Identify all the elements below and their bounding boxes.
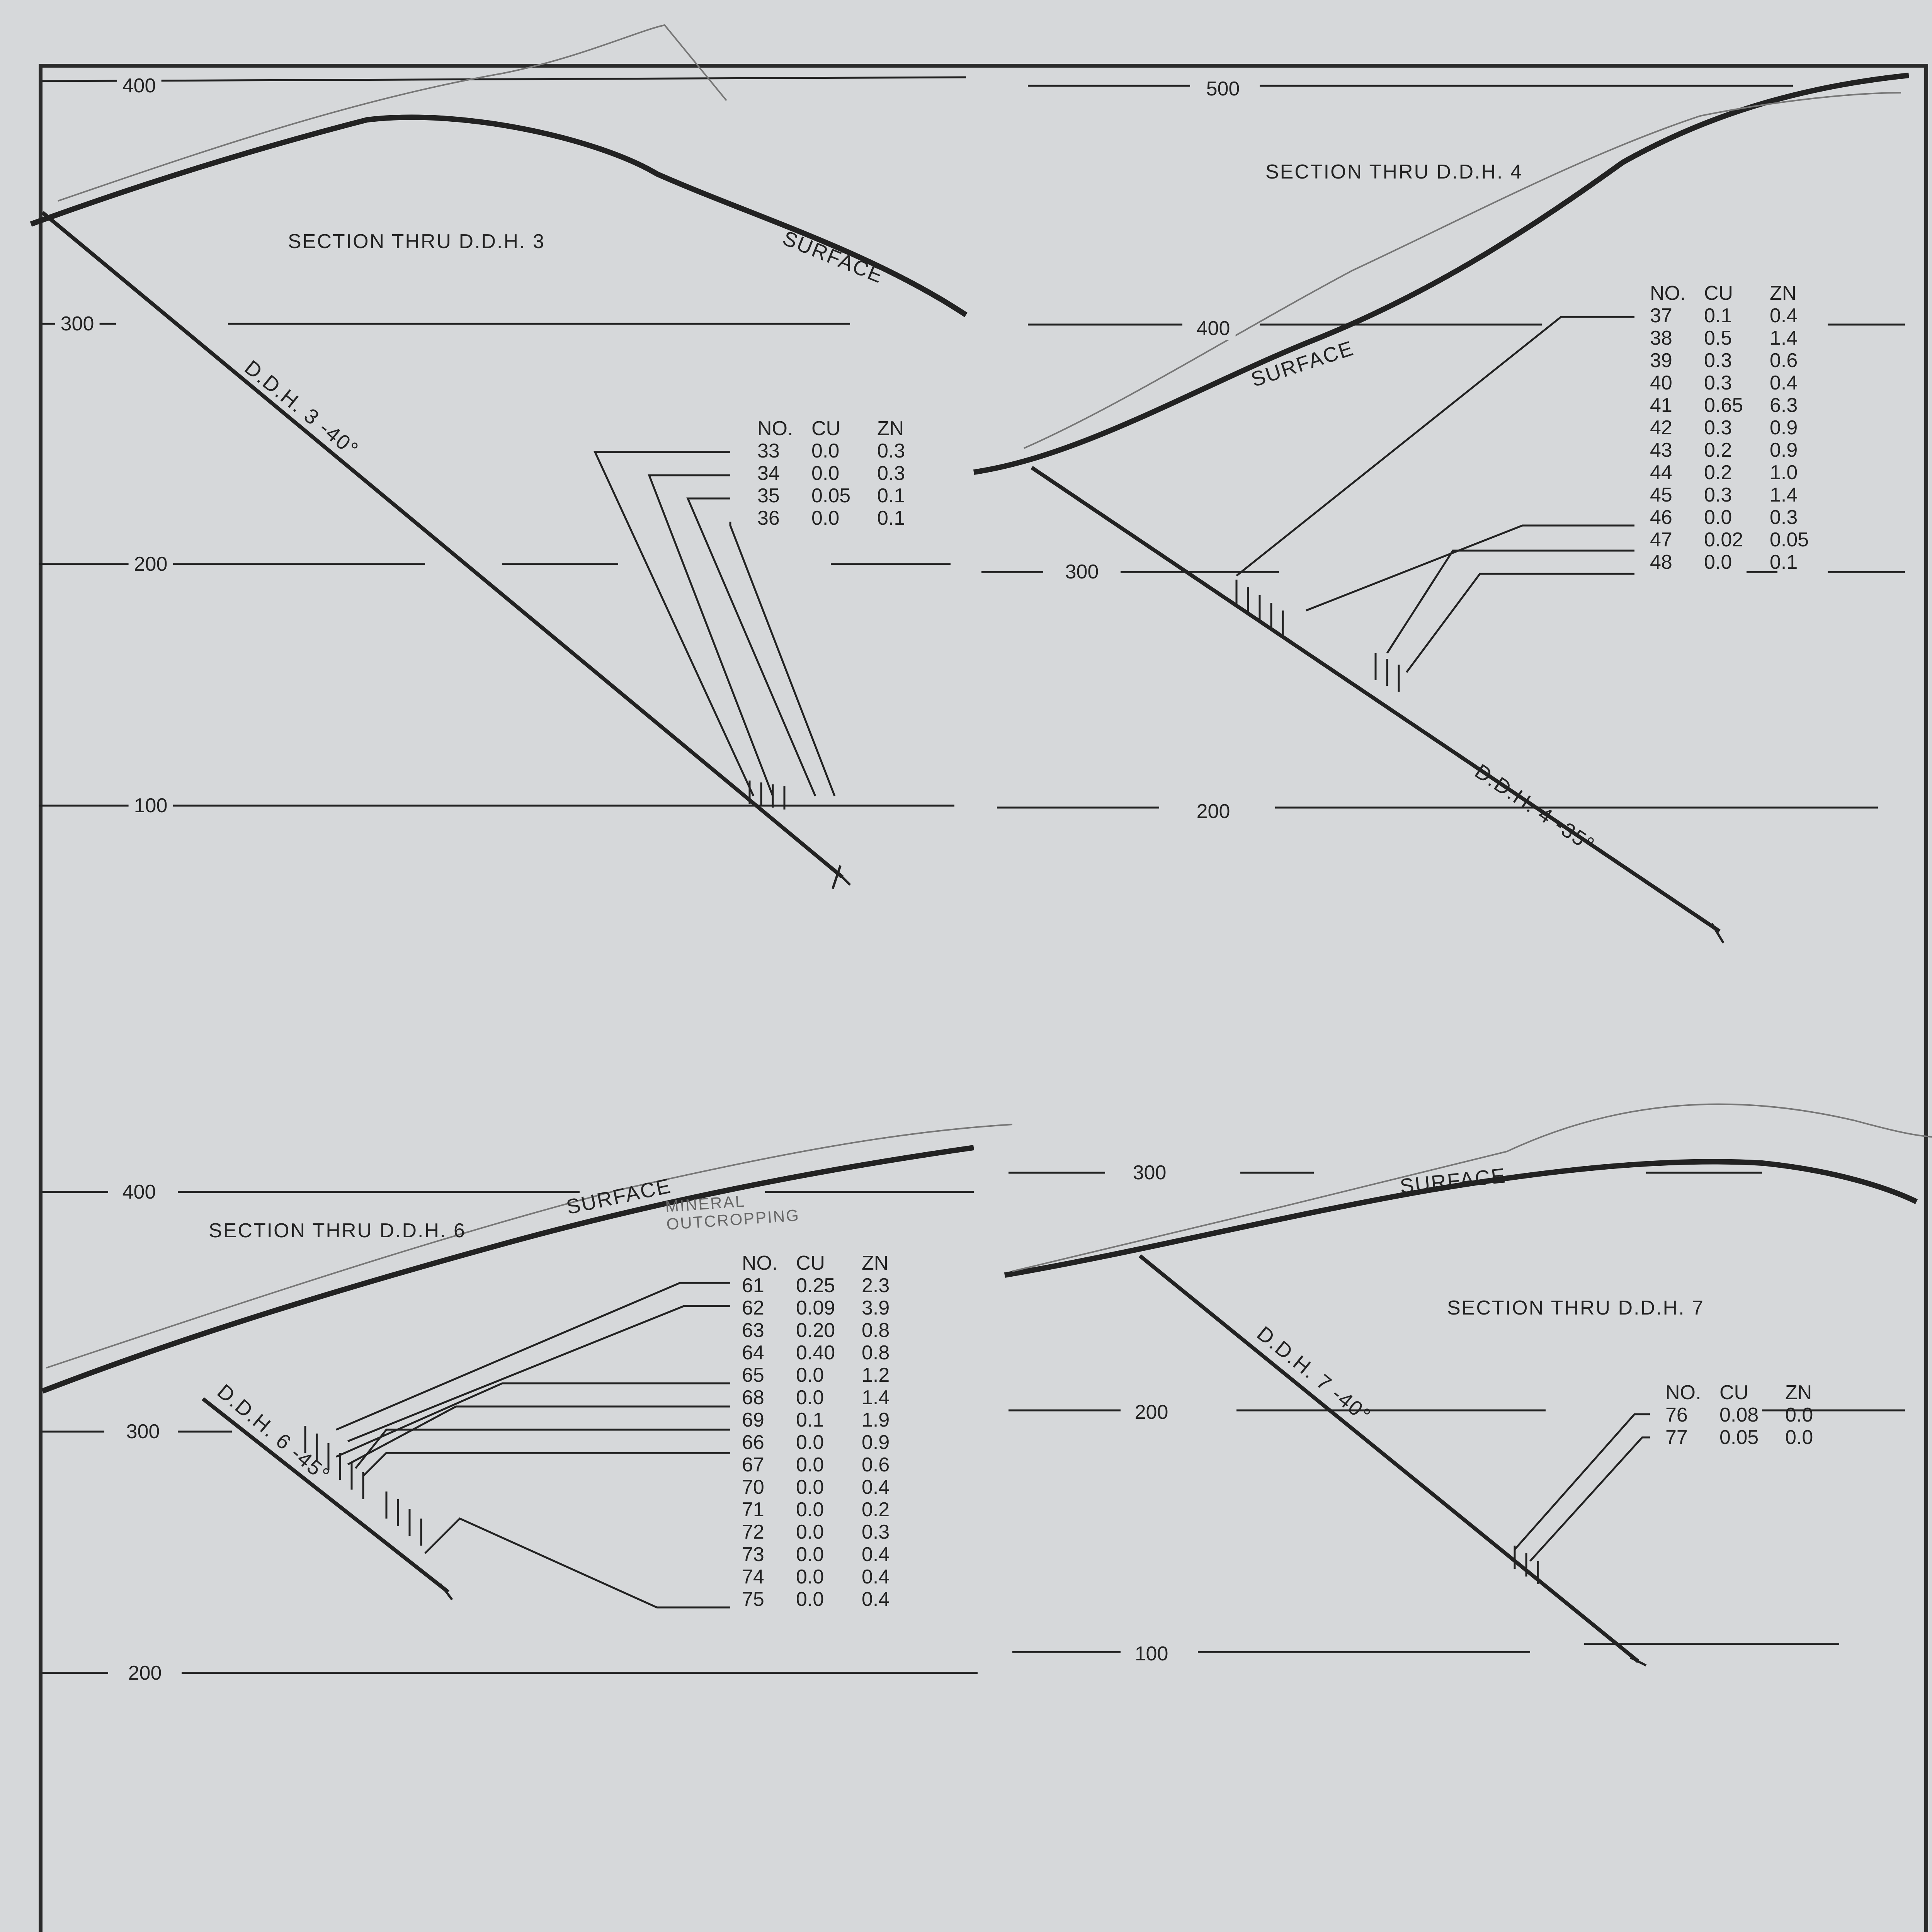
table-row <box>1665 1426 1862 1449</box>
table-row-cell: 0.3 <box>1704 372 1732 394</box>
table-row-cell: 0.6 <box>1770 349 1798 372</box>
table-header-cell: NO. <box>1665 1381 1701 1404</box>
table-row-cell: 74 <box>742 1566 764 1588</box>
table-row-cell: 0.0 <box>796 1364 824 1386</box>
table-row <box>1650 372 1847 394</box>
table-row-cell: 6.3 <box>1770 394 1798 417</box>
table-row-cell: 3.9 <box>862 1297 890 1319</box>
table-row-cell: 0.0 <box>811 440 840 462</box>
table-row-cell: 47 <box>1650 529 1672 551</box>
table-row-cell: 62 <box>742 1297 764 1319</box>
table-row <box>757 462 954 485</box>
table-row-cell: 0.2 <box>1704 439 1732 461</box>
table-row-cell: 75 <box>742 1588 764 1611</box>
table-row <box>742 1386 939 1409</box>
table-row-cell: 46 <box>1650 506 1672 529</box>
table-row-cell: 34 <box>757 462 780 485</box>
table-row-cell: 40 <box>1650 372 1672 394</box>
table-row-cell: 69 <box>742 1409 764 1431</box>
table-row-cell: 0.3 <box>1704 417 1732 439</box>
table-row-cell: 41 <box>1650 394 1672 417</box>
table-row-cell: 73 <box>742 1543 764 1566</box>
table-row <box>1665 1404 1862 1426</box>
ddh4-surface-label: SURFACE <box>1248 336 1357 392</box>
ddh7-elev-300: 300 <box>1128 1161 1172 1184</box>
table-header-cell: CU <box>811 417 841 440</box>
table-row-cell: 0.40 <box>796 1342 835 1364</box>
table-row <box>742 1521 939 1543</box>
table-header-cell: CU <box>1704 282 1733 304</box>
table-row <box>757 507 954 529</box>
ddh6-elev-200: 200 <box>123 1662 167 1685</box>
table-row-cell: 0.4 <box>1770 304 1798 327</box>
table-row-cell: 0.02 <box>1704 529 1743 551</box>
table-row-cell: 0.3 <box>877 462 905 485</box>
table-header-cell: NO. <box>757 417 793 440</box>
table-row-cell: 0.8 <box>862 1342 890 1364</box>
table-row <box>1650 529 1847 551</box>
ddh6-title: SECTION THRU D.D.H. 6 <box>209 1219 466 1242</box>
table-row <box>742 1476 939 1498</box>
table-row <box>1650 394 1847 417</box>
table-row-cell: 1.2 <box>862 1364 890 1386</box>
ddh3-elev-200: 200 <box>129 553 173 576</box>
table-header-cell: NO. <box>742 1252 778 1274</box>
table-row-cell: 0.08 <box>1719 1404 1759 1426</box>
table-row-cell: 2.3 <box>862 1274 890 1297</box>
table-row <box>742 1498 939 1521</box>
table-row-cell: 0.0 <box>811 507 840 529</box>
ddh6-elev-300: 300 <box>121 1420 165 1443</box>
table-header <box>742 1252 939 1274</box>
table-row <box>742 1566 939 1588</box>
table-row-cell: 0.4 <box>862 1566 890 1588</box>
table-row-cell: 44 <box>1650 461 1672 484</box>
table-row <box>742 1274 939 1297</box>
table-row-cell: 0.20 <box>796 1319 835 1342</box>
table-row-cell: 0.25 <box>796 1274 835 1297</box>
table-row-cell: 1.4 <box>862 1386 890 1409</box>
table-row-cell: 0.4 <box>862 1588 890 1611</box>
table-row-cell: 37 <box>1650 304 1672 327</box>
table-row-cell: 43 <box>1650 439 1672 461</box>
table-row <box>1650 461 1847 484</box>
ddh6-elev-400: 400 <box>117 1180 162 1204</box>
ddh4-hole-label: D.D.H. 4 -35° <box>1470 759 1599 857</box>
table-header-cell: ZN <box>862 1252 889 1274</box>
table-row <box>757 440 954 462</box>
table-header-cell: CU <box>796 1252 825 1274</box>
table-row-cell: 1.4 <box>1770 484 1798 506</box>
table-row-cell: 0.0 <box>796 1431 824 1454</box>
table-row-cell: 0.1 <box>1770 551 1798 573</box>
table-row-cell: 0.0 <box>1785 1426 1813 1449</box>
ddh4-assay-table <box>1650 282 1847 573</box>
table-row <box>1650 506 1847 529</box>
table-row-cell: 0.2 <box>1704 461 1732 484</box>
table-row <box>742 1588 939 1611</box>
table-row-cell: 0.3 <box>1704 484 1732 506</box>
ddh3-title: SECTION THRU D.D.H. 3 <box>288 230 545 253</box>
table-row-cell: 0.09 <box>796 1297 835 1319</box>
table-row-cell: 0.0 <box>811 462 840 485</box>
table-row <box>1650 551 1847 573</box>
table-row <box>742 1364 939 1386</box>
table-row-cell: 0.4 <box>1770 372 1798 394</box>
ddh7-elev-100: 100 <box>1129 1642 1174 1665</box>
table-row-cell: 0.0 <box>796 1476 824 1498</box>
ddh6-hole-label: D.D.H. 6 -45° <box>213 1379 335 1487</box>
table-row-cell: 61 <box>742 1274 764 1297</box>
table-row-cell: 0.6 <box>862 1454 890 1476</box>
table-row-cell: 0.0 <box>796 1566 824 1588</box>
table-row-cell: 0.0 <box>1704 506 1732 529</box>
table-row <box>742 1319 939 1342</box>
table-row-cell: 0.8 <box>862 1319 890 1342</box>
ddh6-assay-table <box>742 1252 939 1611</box>
table-row-cell: 0.0 <box>1704 551 1732 573</box>
ddh6-surface-label: SURFACE <box>564 1174 673 1219</box>
table-row-cell: 0.0 <box>796 1454 824 1476</box>
table-row-cell: 63 <box>742 1319 764 1342</box>
table-row-cell: 0.4 <box>862 1476 890 1498</box>
table-row-cell: 0.2 <box>862 1498 890 1521</box>
table-row-cell: 0.1 <box>796 1409 824 1431</box>
table-row <box>1650 327 1847 349</box>
ddh4-elev-500: 500 <box>1201 77 1245 100</box>
table-row-cell: 1.4 <box>1770 327 1798 349</box>
table-row-cell: 39 <box>1650 349 1672 372</box>
ddh7-title: SECTION THRU D.D.H. 7 <box>1447 1297 1704 1319</box>
ddh4-elev-400: 400 <box>1191 317 1236 340</box>
table-row-cell: 66 <box>742 1431 764 1454</box>
ddh7-surface-label: SURFACE <box>1399 1164 1507 1198</box>
table-row-cell: 77 <box>1665 1426 1688 1449</box>
table-row-cell: 0.65 <box>1704 394 1743 417</box>
ddh3-hole-label: D.D.H. 3 -40° <box>240 355 363 462</box>
table-row-cell: 0.5 <box>1704 327 1732 349</box>
table-row-cell: 72 <box>742 1521 764 1543</box>
table-row-cell: 70 <box>742 1476 764 1498</box>
table-row <box>1650 484 1847 506</box>
table-row <box>1650 304 1847 327</box>
table-row-cell: 0.0 <box>1785 1404 1813 1426</box>
ddh7-elev-200: 200 <box>1129 1401 1174 1424</box>
table-row-cell: 0.3 <box>1704 349 1732 372</box>
table-row-cell: 45 <box>1650 484 1672 506</box>
table-row-cell: 1.0 <box>1770 461 1798 484</box>
table-header <box>1650 282 1847 304</box>
table-row-cell: 42 <box>1650 417 1672 439</box>
table-header-cell: CU <box>1719 1381 1749 1404</box>
table-row-cell: 0.4 <box>862 1543 890 1566</box>
table-row-cell: 48 <box>1650 551 1672 573</box>
table-row-cell: 0.1 <box>877 507 905 529</box>
table-row-cell: 0.0 <box>796 1386 824 1409</box>
ddh3-surface-label: SURFACE <box>779 226 887 288</box>
table-row-cell: 67 <box>742 1454 764 1476</box>
ddh3-elev-400: 400 <box>117 74 162 97</box>
table-row <box>757 485 954 507</box>
table-row-cell: 0.0 <box>796 1543 824 1566</box>
table-header-cell: NO. <box>1650 282 1686 304</box>
table-row <box>742 1342 939 1364</box>
table-row-cell: 0.05 <box>1770 529 1809 551</box>
table-row-cell: 76 <box>1665 1404 1688 1426</box>
table-header <box>757 417 954 440</box>
table-row-cell: 0.9 <box>1770 439 1798 461</box>
table-row-cell: 0.9 <box>862 1431 890 1454</box>
ddh6-outcrop-label: MINERAL OUTCROPPING <box>664 1192 801 1233</box>
ddh4-title: SECTION THRU D.D.H. 4 <box>1265 161 1523 183</box>
table-row-cell: 38 <box>1650 327 1672 349</box>
table-row <box>742 1297 939 1319</box>
table-row-cell: 36 <box>757 507 780 529</box>
table-row-cell: 0.3 <box>862 1521 890 1543</box>
ddh3-elev-300: 300 <box>55 312 100 335</box>
table-row <box>1650 439 1847 461</box>
table-row-cell: 0.05 <box>1719 1426 1759 1449</box>
table-header-cell: ZN <box>1785 1381 1812 1404</box>
table-row <box>742 1543 939 1566</box>
table-row <box>1650 417 1847 439</box>
ddh3-assay-table <box>757 417 954 529</box>
table-row-cell: 68 <box>742 1386 764 1409</box>
table-row <box>742 1431 939 1454</box>
table-header <box>1665 1381 1862 1404</box>
table-row-cell: 33 <box>757 440 780 462</box>
table-row-cell: 71 <box>742 1498 764 1521</box>
table-row-cell: 0.0 <box>796 1588 824 1611</box>
ddh4-elev-300: 300 <box>1060 560 1104 583</box>
table-row-cell: 0.1 <box>1704 304 1732 327</box>
ddh3-elev-100: 100 <box>129 794 173 817</box>
table-row-cell: 35 <box>757 485 780 507</box>
table-row-cell: 0.9 <box>1770 417 1798 439</box>
table-row <box>742 1454 939 1476</box>
table-row-cell: 0.3 <box>877 440 905 462</box>
ddh7-assay-table <box>1665 1381 1862 1449</box>
table-row-cell: 0.1 <box>877 485 905 507</box>
table-header-cell: ZN <box>877 417 904 440</box>
table-row <box>742 1409 939 1431</box>
table-row-cell: 1.9 <box>862 1409 890 1431</box>
table-row-cell: 0.3 <box>1770 506 1798 529</box>
table-row-cell: 64 <box>742 1342 764 1364</box>
table-row-cell: 65 <box>742 1364 764 1386</box>
table-row-cell: 0.0 <box>796 1498 824 1521</box>
ddh7-hole-label: D.D.H. 7 -40° <box>1252 1321 1376 1428</box>
table-row-cell: 0.05 <box>811 485 851 507</box>
table-row <box>1650 349 1847 372</box>
table-row-cell: 0.0 <box>796 1521 824 1543</box>
ddh4-elev-200: 200 <box>1191 800 1236 823</box>
table-header-cell: ZN <box>1770 282 1797 304</box>
